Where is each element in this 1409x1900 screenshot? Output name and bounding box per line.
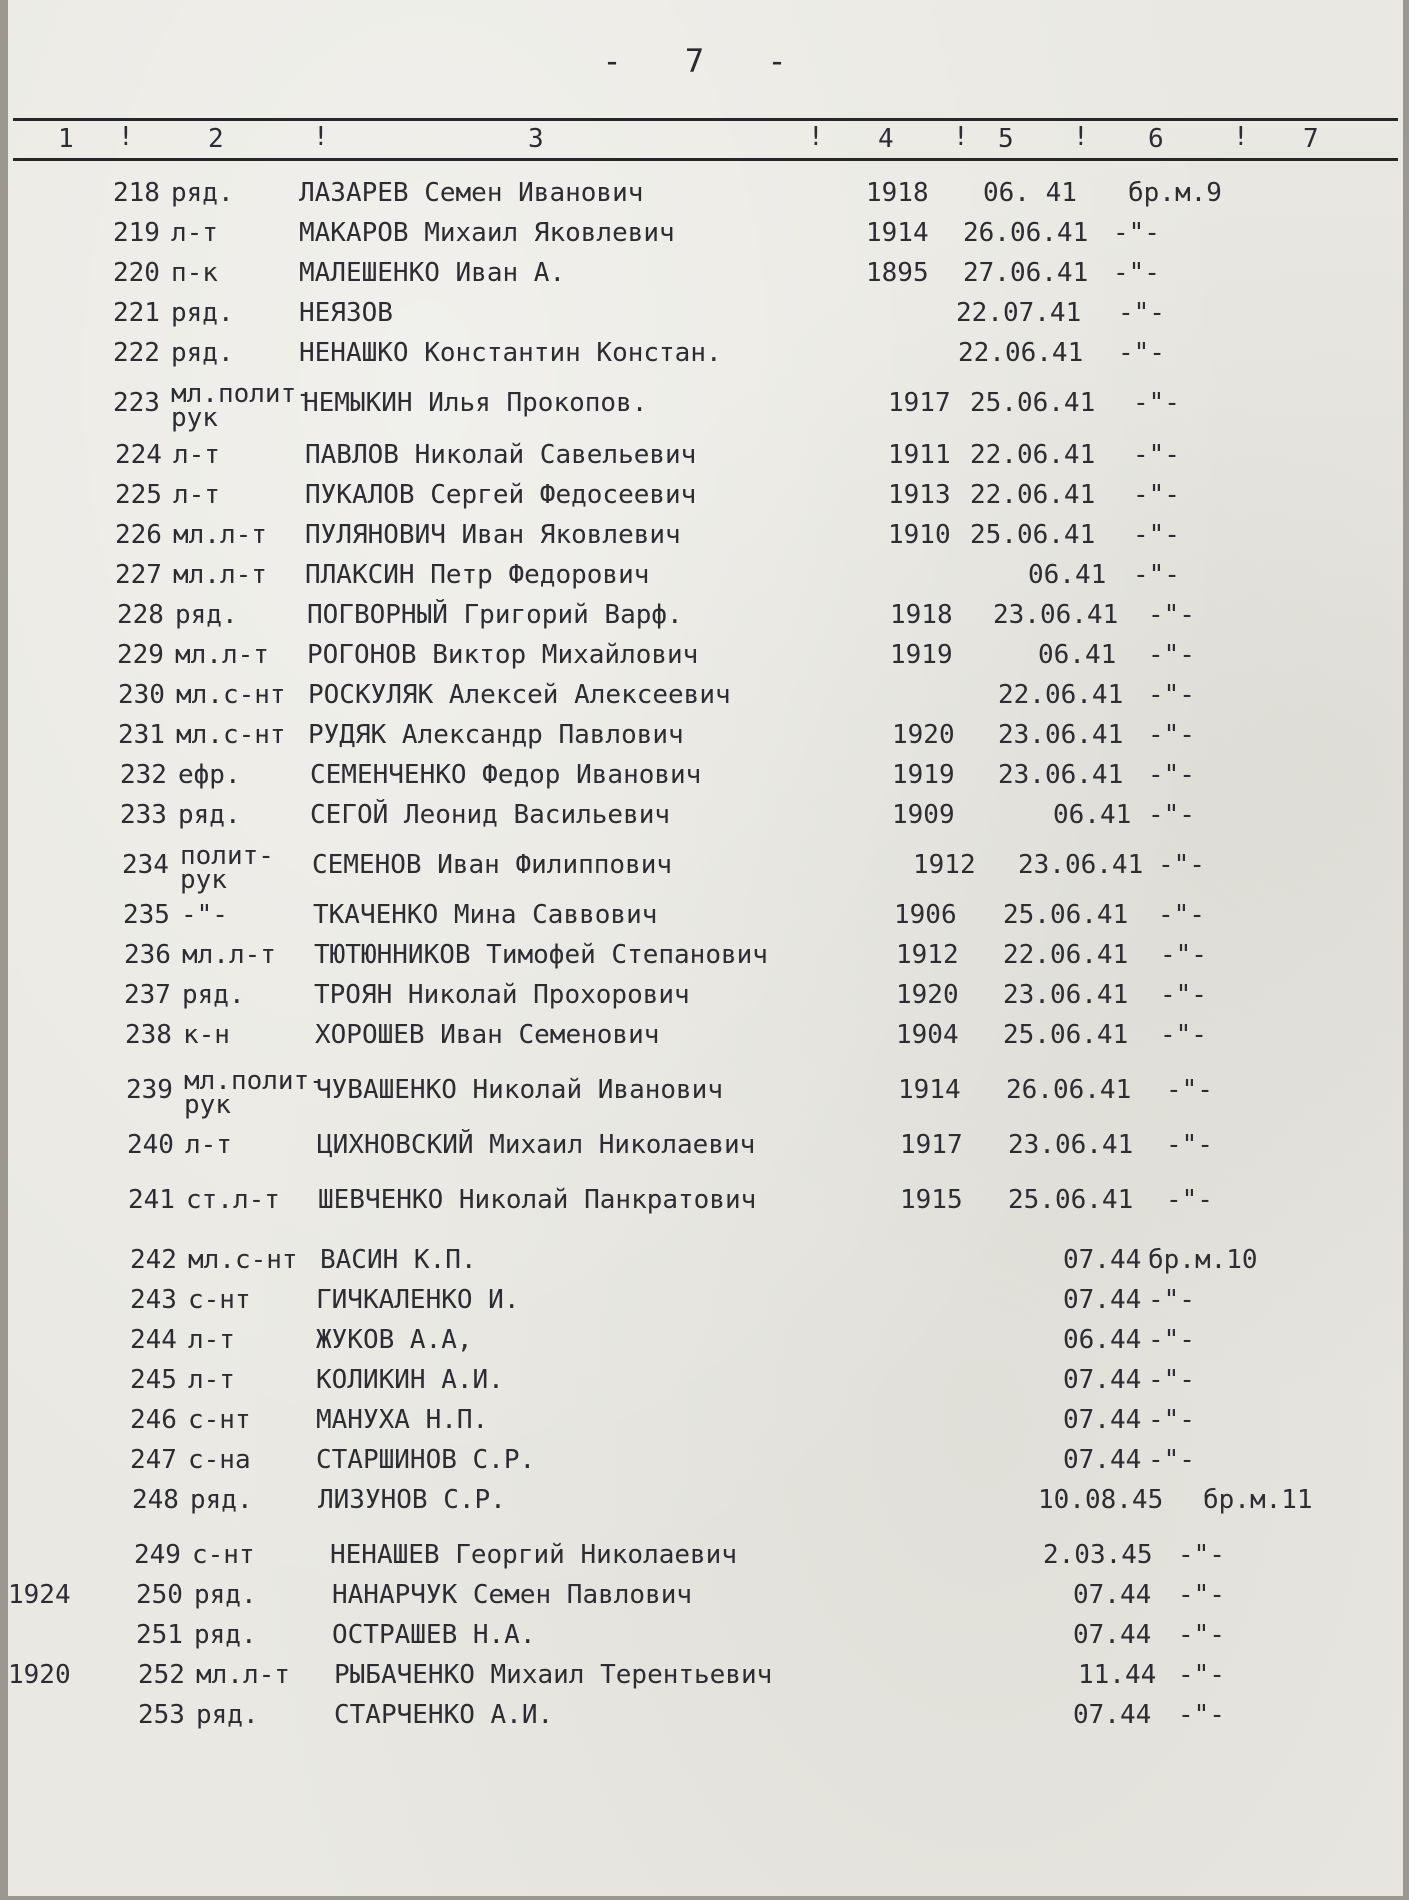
entry-date: 06.41 [1038,640,1117,670]
entry-date: 07.44 [1063,1445,1142,1475]
entry-rank: мл.полит- рук [184,1066,325,1120]
list-item [124,980,1388,1016]
entry-date: 10.08.45 [1038,1485,1164,1515]
entry-date: 07.44 [1063,1245,1142,1275]
entry-number: 250 [136,1580,183,1610]
table-header-rule [13,158,1398,161]
list-item [126,1066,1388,1120]
entry-burial-place: -"- [1148,1365,1195,1395]
entry-date: 06. 41 [983,178,1077,208]
column-header-2: 2 [208,124,224,154]
entry-burial-place: -"- [1148,640,1195,670]
entry-number: 239 [126,1075,173,1105]
entry-birth-year: 1906 [894,900,957,930]
entry-burial-place: -"- [1178,1700,1225,1730]
entry-name: ЛИЗУНОВ С.Р. [318,1485,506,1515]
entry-rank: ряд. [178,800,241,830]
entry-name: СЕМЕНЧЕНКО Федор Иванович [310,760,702,790]
entry-name: ЛАЗАРЕВ Семен Иванович [299,178,644,208]
entry-burial-place: -"- [1133,388,1180,418]
entry-burial-place: -"- [1160,1020,1207,1050]
entry-date: 07.44 [1063,1285,1142,1315]
entry-name: ВАСИН К.П. [320,1245,477,1275]
entry-rank: мл.с-нт [188,1245,298,1275]
list-item [115,480,1388,516]
entry-name: ГИЧКАЛЕНКО И. [316,1285,520,1315]
entry-burial-place: -"- [1178,1540,1225,1570]
entry-burial-place: -"- [1160,980,1207,1010]
entry-name: ПАВЛОВ Николай Савельевич [305,440,697,470]
list-item [113,338,1388,374]
entry-rank: ст.л-т [186,1185,280,1215]
entry-number: 245 [130,1365,177,1395]
entry-rank: к-н [183,1020,230,1050]
entry-date: 22.06.41 [1003,940,1129,970]
entry-birth-year: 1920 [896,980,959,1010]
entry-name: НЕМЫКИН Илья Прокопов. [303,388,648,418]
entry-burial-place: -"- [1148,680,1195,710]
entry-birth-year: 1913 [888,480,951,510]
entry-burial-place: -"- [1113,258,1160,288]
entry-birth-year: 1895 [866,258,929,288]
list-item [136,1620,1388,1656]
column-separator: ! [1073,122,1089,152]
entry-date: 06.41 [1053,800,1132,830]
entry-number: 238 [125,1020,172,1050]
list-item [115,520,1388,556]
entry-date: 22.06.41 [958,338,1084,368]
entry-date: 07.44 [1073,1580,1152,1610]
entry-number: 230 [118,680,165,710]
list-item [124,940,1388,976]
entry-name: ПУКАЛОВ Сергей Федосеевич [305,480,697,510]
entry-number: 241 [128,1185,175,1215]
entry-date: 25.06.41 [1003,1020,1129,1050]
entry-burial-place: -"- [1178,1620,1225,1650]
entry-name: ПУЛЯНОВИЧ Иван Яковлевич [305,520,681,550]
entry-name: НЕНАШЕВ Георгий Николаевич [330,1540,737,1570]
list-item [130,1445,1388,1481]
entry-number: 220 [113,258,160,288]
entry-date: 27.06.41 [963,258,1089,288]
entry-burial-place: -"- [1148,800,1195,830]
entry-birth-year: 1917 [888,388,951,418]
entry-rank: л-т [171,218,218,248]
list-item [113,218,1388,254]
entry-birth-year: 1914 [866,218,929,248]
entry-number: 231 [118,720,165,750]
entry-burial-place: бр.м.9 [1128,178,1222,208]
entry-rank: с-на [188,1445,251,1475]
entry-date: 23.06.41 [998,760,1124,790]
entry-name: ТКАЧЕНКО Мина Саввович [313,900,658,930]
list-item [123,900,1388,936]
entry-birth-year: 1915 [900,1185,963,1215]
entry-burial-place: -"- [1148,720,1195,750]
entry-name: ХОРОШЕВ Иван Семенович [315,1020,660,1050]
entry-burial-place: -"- [1160,940,1207,970]
entry-name: НАНАРЧУК Семен Павлович [332,1580,693,1610]
entry-date: 26.06.41 [1006,1075,1132,1105]
entry-rank: мл.полит- рук [171,379,312,433]
list-item [138,1700,1388,1736]
entry-rank: мл.л-т [196,1660,290,1690]
entry-name: КОЛИКИН А.И. [316,1365,504,1395]
list-item [130,1245,1388,1281]
entry-birth-year: 1920 [8,1660,71,1690]
entry-number: 233 [120,800,167,830]
entry-number: 240 [127,1130,174,1160]
entry-name: РУДЯК Александр Павлович [308,720,684,750]
entry-burial-place: -"- [1133,520,1180,550]
list-item [125,1020,1388,1056]
entry-burial-place: -"- [1118,298,1165,328]
entry-date: 07.44 [1063,1405,1142,1435]
entry-number: 252 [138,1660,185,1690]
entry-number: 249 [134,1540,181,1570]
entry-birth-year: 1904 [896,1020,959,1050]
entry-number: 234 [122,850,169,880]
entry-date: 07.44 [1073,1620,1152,1650]
entry-date: 06.44 [1063,1325,1142,1355]
list-item [8,1580,1388,1616]
entry-number: 224 [115,440,162,470]
entry-date: 23.06.41 [1018,850,1144,880]
entry-date: 07.44 [1063,1365,1142,1395]
entry-name: ТРОЯН Николай Прохорович [314,980,690,1010]
entry-date: 23.06.41 [1008,1130,1134,1160]
entry-rank: ряд. [194,1620,257,1650]
entry-number: 235 [123,900,170,930]
entry-birth-year: 1924 [8,1580,71,1610]
entry-date: 25.06.41 [1008,1185,1134,1215]
column-separator: ! [118,122,134,152]
column-header-3: 3 [528,124,544,154]
entry-rank: ряд. [171,298,234,328]
entry-burial-place: -"- [1158,900,1205,930]
entry-burial-place: -"- [1166,1185,1213,1215]
entry-number: 229 [117,640,164,670]
column-header-row [8,124,1403,158]
entry-name: СЕМЕНОВ Иван Филиппович [312,850,673,880]
entry-rank: ряд. [194,1580,257,1610]
entry-burial-place: бр.м.10 [1148,1245,1258,1275]
column-header-4: 4 [878,124,894,154]
entry-birth-year: 1919 [892,760,955,790]
entry-rank: л-т [173,440,220,470]
entry-date: 22.06.41 [970,440,1096,470]
entry-rank: полит- рук [180,841,274,895]
entry-rank: мл.л-т [173,520,267,550]
entry-date: 06.41 [1028,560,1107,590]
entry-number: 237 [124,980,171,1010]
entry-number: 244 [130,1325,177,1355]
column-header-1: 1 [58,124,74,154]
entry-rank: ряд. [171,178,234,208]
list-item [118,680,1388,716]
entry-birth-year: 1917 [900,1130,963,1160]
entry-name: РОГОНОВ Виктор Михайлович [307,640,699,670]
page-number: - 7 - [602,42,809,80]
entry-date: 11.44 [1078,1660,1157,1690]
entry-number: 248 [132,1485,179,1515]
column-separator: ! [1233,122,1249,152]
list-item [130,1405,1388,1441]
entry-rank: ряд. [171,338,234,368]
entry-rank: л-т [188,1325,235,1355]
entry-birth-year: 1911 [888,440,951,470]
entry-burial-place: -"- [1178,1580,1225,1610]
list-item [127,1130,1388,1166]
entry-number: 253 [138,1700,185,1730]
entry-date: 22.06.41 [970,480,1096,510]
entry-rank: л-т [188,1365,235,1395]
entry-name: ОСТРАШЕВ Н.А. [332,1620,536,1650]
entry-number: 228 [117,600,164,630]
entry-rank: ефр. [178,760,241,790]
list-item [113,258,1388,294]
entry-number: 251 [136,1620,183,1650]
entry-burial-place: -"- [1118,338,1165,368]
entry-number: 225 [115,480,162,510]
entry-date: 25.06.41 [1003,900,1129,930]
entry-rank: ряд. [190,1485,253,1515]
entry-birth-year: 1918 [890,600,953,630]
entry-birth-year: 1919 [890,640,953,670]
entry-burial-place: -"- [1166,1130,1213,1160]
entry-birth-year: 1914 [898,1075,961,1105]
entry-rank: -"- [181,900,228,930]
entry-burial-place: -"- [1133,480,1180,510]
entry-number: 232 [120,760,167,790]
entry-rank: ряд. [196,1700,259,1730]
entry-name: ПОГВОРНЫЙ Григорий Варф. [307,600,683,630]
document-page [8,0,1403,1896]
entry-burial-place: -"- [1148,1405,1195,1435]
entry-date: 26.06.41 [963,218,1089,248]
column-header-5: 5 [998,124,1014,154]
entry-name: РЫБАЧЕНКО Михаил Терентьевич [334,1660,773,1690]
entry-birth-year: 1912 [896,940,959,970]
entry-date: 23.06.41 [998,720,1124,750]
list-item [118,720,1388,756]
entry-date: 22.07.41 [956,298,1082,328]
column-header-7: 7 [1303,124,1319,154]
list-item [130,1325,1388,1361]
entry-number: 236 [124,940,171,970]
entry-number: 222 [113,338,160,368]
entry-number: 218 [113,178,160,208]
entry-number: 219 [113,218,160,248]
entry-burial-place: -"- [1178,1660,1225,1690]
entry-burial-place: бр.м.11 [1203,1485,1313,1515]
list-item [120,760,1388,796]
entry-rank: с-нт [188,1405,251,1435]
entry-rank: мл.л-т [182,940,276,970]
list-item [120,800,1388,836]
entry-name: ШЕВЧЕНКО Николай Панкратович [318,1185,757,1215]
entry-name: ЦИХНОВСКИЙ Михаил Николаевич [317,1130,756,1160]
entry-rank: с-нт [192,1540,255,1570]
column-separator: ! [953,122,969,152]
entry-burial-place: -"- [1166,1075,1213,1105]
entry-birth-year: 1920 [892,720,955,750]
entry-number: 242 [130,1245,177,1275]
entry-rank: ряд. [182,980,245,1010]
entry-rank: мл.с-нт [176,720,286,750]
entry-burial-place: -"- [1148,760,1195,790]
entry-name: МАКАРОВ Михаил Яковлевич [299,218,675,248]
entry-number: 227 [115,560,162,590]
entry-birth-year: 1912 [913,850,976,880]
entry-number: 223 [113,388,160,418]
entry-number: 226 [115,520,162,550]
list-item [113,298,1388,334]
entry-burial-place: -"- [1133,560,1180,590]
entry-number: 247 [130,1445,177,1475]
list-item [130,1285,1388,1321]
entry-date: 22.06.41 [998,680,1124,710]
entry-birth-year: 1918 [866,178,929,208]
entry-rank: ряд. [175,600,238,630]
list-item [134,1540,1388,1576]
entry-rank: с-нт [188,1285,251,1315]
entry-name: ПЛАКСИН Петр Федорович [305,560,650,590]
entry-burial-place: -"- [1158,850,1205,880]
entry-number: 243 [130,1285,177,1315]
entry-burial-place: -"- [1133,440,1180,470]
column-separator: ! [808,122,824,152]
list-item [122,841,1388,895]
entry-date: 07.44 [1073,1700,1152,1730]
entry-rank: мл.с-нт [176,680,286,710]
list-item [115,440,1388,476]
entry-date: 25.06.41 [970,520,1096,550]
list-item [128,1185,1388,1221]
entry-name: ЖУКОВ А.А, [316,1325,473,1355]
list-item [117,640,1388,676]
entry-date: 23.06.41 [1003,980,1129,1010]
entry-burial-place: -"- [1113,218,1160,248]
entry-date: 2.03.45 [1043,1540,1153,1570]
list-item [132,1485,1388,1521]
entry-burial-place: -"- [1148,600,1195,630]
column-header-6: 6 [1148,124,1164,154]
entry-birth-year: 1909 [892,800,955,830]
entry-burial-place: -"- [1148,1445,1195,1475]
entry-rank: л-т [173,480,220,510]
entry-number: 221 [113,298,160,328]
entry-burial-place: -"- [1148,1285,1195,1315]
entry-rank: мл.л-т [173,560,267,590]
entry-name: МАЛЕШЕНКО Иван А. [299,258,566,288]
entry-name: НЕЯЗОВ [299,298,393,328]
list-item [8,1660,1388,1696]
entry-name: СТАРЧЕНКО А.И. [334,1700,554,1730]
list-item [115,560,1388,596]
entry-rank: мл.л-т [175,640,269,670]
entry-burial-place: -"- [1148,1325,1195,1355]
list-item [130,1365,1388,1401]
entry-rank: п-к [171,258,218,288]
list-item [113,379,1388,433]
entry-date: 23.06.41 [993,600,1119,630]
entry-name: ТЮТЮННИКОВ Тимофей Степанович [314,940,768,970]
entry-name: СТАРШИНОВ С.Р. [316,1445,536,1475]
entry-name: РОСКУЛЯК Алексей Алексеевич [308,680,731,710]
list-item [113,178,1388,214]
table-top-rule [13,118,1398,121]
entry-name: СЕГОЙ Леонид Васильевич [310,800,671,830]
entry-name: НЕНАШКО Константин Констан. [299,338,722,368]
entry-name: МАНУХА Н.П. [316,1405,489,1435]
list-item [117,600,1388,636]
entry-rank: л-т [185,1130,232,1160]
entry-name: ЧУВАШЕНКО Николай Иванович [316,1075,723,1105]
column-separator: ! [313,122,329,152]
entry-number: 246 [130,1405,177,1435]
entry-date: 25.06.41 [970,388,1096,418]
entry-birth-year: 1910 [888,520,951,550]
